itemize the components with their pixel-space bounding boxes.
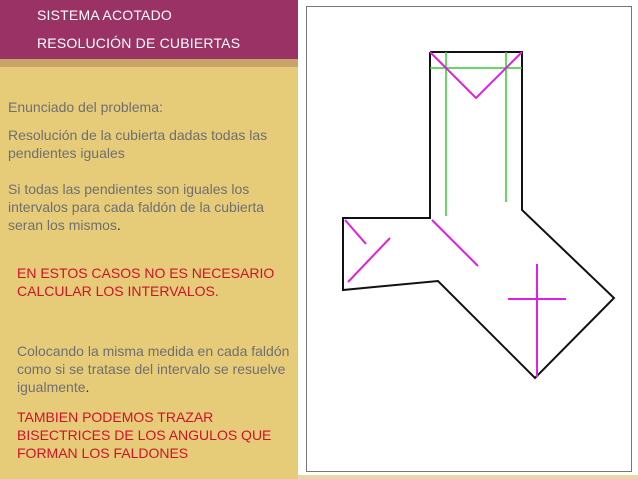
title-line-2: RESOLUCIÓN DE CUBIERTAS [37,35,241,51]
ridge-bisector-left [345,220,366,244]
equal-slopes-period: . [116,217,121,233]
no-intervals-alert: EN ESTOS CASOS NO ES NECESARIO CALCULAR LOS INTERVALOS. [17,265,275,299]
bisectors-alert: TAMBIEN PODEMOS TRAZAR BISECTRICES DE LOS ANGULOS QUE FORMAN LOS FALDONES [17,409,272,461]
same-measure-text: Colocando la misma medida en cada faldón como si se tratase del intervalo se resuelve igualmente [17,343,290,395]
ridge-bisector-center [432,220,478,266]
title-line-1: SISTEMA ACOTADO [37,7,172,23]
problem-statement: Resolución de la cubierta dadas todas las pendientes iguales [8,127,268,161]
ridge-bisector-top [430,52,522,98]
hip-line-left [348,238,390,282]
same-measure-period: . [85,379,90,395]
equal-slopes-text: Si todas las pendientes son iguales los intervalos para cada faldón de la cubierta seran los mismos [8,181,265,233]
problem-heading: Enunciado del problema: [8,99,163,115]
roof-outline [343,52,614,378]
